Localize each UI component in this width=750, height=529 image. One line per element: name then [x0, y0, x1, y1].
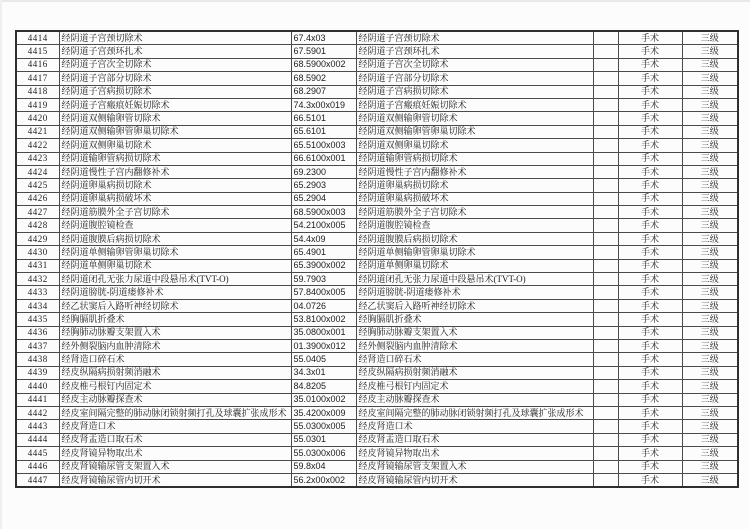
procedure-code: 65.6101 [291, 125, 356, 138]
page-edge-top [0, 0, 750, 2]
row-number: 4429 [16, 232, 59, 245]
procedure-code: 57.8400x005 [291, 286, 356, 299]
category-cell: 手术 [618, 112, 682, 125]
procedure-code: 55.0300x006 [291, 447, 356, 460]
row-number: 4415 [16, 45, 59, 58]
table-row [16, 406, 738, 419]
row-number: 4426 [16, 192, 59, 205]
procedure-code: 53.8100x002 [291, 313, 356, 326]
procedure-code: 54.4x09 [291, 232, 356, 245]
empty-cell [593, 473, 618, 487]
procedure-code: 65.5100x003 [291, 139, 356, 152]
category-cell: 手术 [618, 152, 682, 165]
table-row [16, 353, 738, 366]
page-edge-left [0, 0, 2, 529]
category-cell: 手术 [618, 31, 682, 45]
level-cell: 三级 [682, 246, 738, 259]
table-row [16, 165, 738, 178]
procedure-name-repeat: 经肾造口碎石术 [356, 353, 593, 366]
table-row [16, 31, 738, 45]
procedure-name: 经皮肾盂造口取石术 [59, 433, 291, 446]
procedure-name-repeat: 经胸肺动脉瓣支架置入术 [356, 326, 593, 339]
level-cell: 三级 [682, 31, 738, 45]
level-cell: 三级 [682, 460, 738, 473]
empty-cell [593, 152, 618, 165]
empty-cell [593, 72, 618, 85]
row-number: 4439 [16, 366, 59, 379]
empty-cell [593, 447, 618, 460]
table-row [16, 45, 738, 58]
level-cell: 三级 [682, 393, 738, 406]
level-cell: 三级 [682, 326, 738, 339]
category-cell: 手术 [618, 45, 682, 58]
procedure-code: 59.8x04 [291, 460, 356, 473]
procedure-name: 经阴道卵巢病损破坏术 [59, 192, 291, 205]
level-cell: 三级 [682, 406, 738, 419]
level-cell: 三级 [682, 313, 738, 326]
empty-cell [593, 460, 618, 473]
procedure-table [15, 30, 739, 488]
level-cell: 三级 [682, 72, 738, 85]
procedure-code: 65.2903 [291, 179, 356, 192]
procedure-name: 经阴道输卵管病损切除术 [59, 152, 291, 165]
category-cell: 手术 [618, 353, 682, 366]
empty-cell [593, 299, 618, 312]
row-number: 4428 [16, 219, 59, 232]
procedure-name: 经阴道子宫瘢痕妊娠切除术 [59, 98, 291, 111]
level-cell: 三级 [682, 85, 738, 98]
table-row [16, 273, 738, 286]
procedure-code: 55.0301 [291, 433, 356, 446]
procedure-name: 经胸膈肌折叠术 [59, 313, 291, 326]
table-row [16, 299, 738, 312]
procedure-name: 经阴道双侧卵巢切除术 [59, 139, 291, 152]
procedure-code: 68.5900x003 [291, 206, 356, 219]
table-row [16, 447, 738, 460]
procedure-code: 68.2907 [291, 85, 356, 98]
table-row [16, 366, 738, 379]
level-cell: 三级 [682, 339, 738, 352]
level-cell: 三级 [682, 299, 738, 312]
level-cell: 三级 [682, 125, 738, 138]
row-number: 4445 [16, 447, 59, 460]
category-cell: 手术 [618, 460, 682, 473]
table-row [16, 313, 738, 326]
procedure-name: 经肾造口碎石术 [59, 353, 291, 366]
level-cell: 三级 [682, 447, 738, 460]
row-number: 4424 [16, 165, 59, 178]
procedure-name-repeat: 经皮肾镜输尿管内切开术 [356, 473, 593, 487]
procedure-name-repeat: 经皮椎弓根钉内固定术 [356, 380, 593, 393]
empty-cell [593, 31, 618, 45]
table-row [16, 286, 738, 299]
row-number: 4420 [16, 112, 59, 125]
procedure-code: 54.2100x005 [291, 219, 356, 232]
procedure-code: 04.0726 [291, 299, 356, 312]
category-cell: 手术 [618, 313, 682, 326]
category-cell: 手术 [618, 85, 682, 98]
table-row [16, 58, 738, 71]
row-number: 4435 [16, 313, 59, 326]
procedure-code: 74.3x00x019 [291, 98, 356, 111]
row-number: 4416 [16, 58, 59, 71]
level-cell: 三级 [682, 165, 738, 178]
level-cell: 三级 [682, 259, 738, 272]
procedure-name-repeat: 经阴道腹腔镜检查 [356, 219, 593, 232]
category-cell: 手术 [618, 406, 682, 419]
procedure-name-repeat: 经皮肾盂造口取石术 [356, 433, 593, 446]
table-row [16, 473, 738, 487]
procedure-name-repeat: 经皮纵隔病损射频消融术 [356, 366, 593, 379]
category-cell: 手术 [618, 299, 682, 312]
level-cell: 三级 [682, 192, 738, 205]
procedure-name: 经阴道子宫颈环扎术 [59, 45, 291, 58]
procedure-name: 经阴道膀胱-阴道瘘修补术 [59, 286, 291, 299]
table-row [16, 219, 738, 232]
procedure-name-repeat: 经乙状窦后入路听神经切除术 [356, 299, 593, 312]
category-cell: 手术 [618, 473, 682, 487]
table-row [16, 139, 738, 152]
table-row [16, 259, 738, 272]
procedure-name: 经皮椎弓根钉内固定术 [59, 380, 291, 393]
procedure-code: 55.0300x005 [291, 420, 356, 433]
procedure-name: 经皮纵隔病损射频消融术 [59, 366, 291, 379]
level-cell: 三级 [682, 219, 738, 232]
row-number: 4433 [16, 286, 59, 299]
procedure-name: 经阴道双侧输卵管卵巢切除术 [59, 125, 291, 138]
table-row [16, 152, 738, 165]
table-row [16, 98, 738, 111]
row-number: 4434 [16, 299, 59, 312]
table-row [16, 433, 738, 446]
procedure-name: 经皮肾镜输尿管内切开术 [59, 473, 291, 487]
procedure-name: 经皮室间隔完整的肺动脉闭锁射频打孔及球囊扩张成形术 [59, 406, 291, 419]
category-cell: 手术 [618, 380, 682, 393]
empty-cell [593, 406, 618, 419]
row-number: 4446 [16, 460, 59, 473]
procedure-name-repeat: 经阴道卵巢病损切除术 [356, 179, 593, 192]
category-cell: 手术 [618, 433, 682, 446]
row-number: 4422 [16, 139, 59, 152]
table-row [16, 112, 738, 125]
procedure-code: 65.3900x002 [291, 259, 356, 272]
row-number: 4443 [16, 420, 59, 433]
procedure-name-repeat: 经阴道双侧输卵管卵巢切除术 [356, 125, 593, 138]
procedure-name: 经皮肾镜输尿管支架置入术 [59, 460, 291, 473]
level-cell: 三级 [682, 433, 738, 446]
category-cell: 手术 [618, 139, 682, 152]
empty-cell [593, 326, 618, 339]
procedure-code: 66.6100x001 [291, 152, 356, 165]
procedure-name-repeat: 经阴道闭孔无张力尿道中段悬吊术(TVT-O) [356, 273, 593, 286]
level-cell: 三级 [682, 45, 738, 58]
row-number: 4421 [16, 125, 59, 138]
procedure-name: 经胸肺动脉瓣支架置入术 [59, 326, 291, 339]
category-cell: 手术 [618, 273, 682, 286]
procedure-name-repeat: 经阴道子宫颈切除术 [356, 31, 593, 45]
level-cell: 三级 [682, 232, 738, 245]
procedure-name-repeat: 经阴道双侧卵巢切除术 [356, 139, 593, 152]
empty-cell [593, 246, 618, 259]
table-row [16, 232, 738, 245]
table-row [16, 179, 738, 192]
level-cell: 三级 [682, 206, 738, 219]
category-cell: 手术 [618, 98, 682, 111]
procedure-name-repeat: 经外侧裂脑内血肿清除术 [356, 339, 593, 352]
procedure-code: 35.4200x009 [291, 406, 356, 419]
procedure-name: 经阴道单侧卵巢切除术 [59, 259, 291, 272]
procedure-name-repeat: 经皮肾镜输尿管支架置入术 [356, 460, 593, 473]
empty-cell [593, 192, 618, 205]
category-cell: 手术 [618, 219, 682, 232]
table-body [16, 31, 738, 487]
row-number: 4431 [16, 259, 59, 272]
level-cell: 三级 [682, 420, 738, 433]
procedure-name: 经皮肾造口术 [59, 420, 291, 433]
category-cell: 手术 [618, 72, 682, 85]
procedure-code: 56.2x00x002 [291, 473, 356, 487]
procedure-name: 经阴道腹膜后病损切除术 [59, 232, 291, 245]
row-number: 4423 [16, 152, 59, 165]
procedure-name: 经阴道闭孔无张力尿道中段悬吊术(TVT-O) [59, 273, 291, 286]
procedure-code: 55.0405 [291, 353, 356, 366]
procedure-name-repeat: 经皮主动脉瓣探查术 [356, 393, 593, 406]
level-cell: 三级 [682, 139, 738, 152]
row-number: 4414 [16, 31, 59, 45]
row-number: 4438 [16, 353, 59, 366]
empty-cell [593, 165, 618, 178]
empty-cell [593, 45, 618, 58]
level-cell: 三级 [682, 273, 738, 286]
empty-cell [593, 339, 618, 352]
procedure-name-repeat: 经阴道子宫病损切除术 [356, 85, 593, 98]
empty-cell [593, 179, 618, 192]
category-cell: 手术 [618, 339, 682, 352]
level-cell: 三级 [682, 366, 738, 379]
row-number: 4425 [16, 179, 59, 192]
row-number: 4427 [16, 206, 59, 219]
row-number: 4417 [16, 72, 59, 85]
category-cell: 手术 [618, 232, 682, 245]
row-number: 4444 [16, 433, 59, 446]
procedure-code: 67.4x03 [291, 31, 356, 45]
empty-cell [593, 219, 618, 232]
procedure-name: 经阴道单侧输卵管卵巢切除术 [59, 246, 291, 259]
procedure-name: 经阴道子宫次全切除术 [59, 58, 291, 71]
category-cell: 手术 [618, 286, 682, 299]
row-number: 4440 [16, 380, 59, 393]
category-cell: 手术 [618, 259, 682, 272]
procedure-name: 经外侧裂脑内血肿清除术 [59, 339, 291, 352]
category-cell: 手术 [618, 58, 682, 71]
empty-cell [593, 58, 618, 71]
level-cell: 三级 [682, 380, 738, 393]
category-cell: 手术 [618, 165, 682, 178]
procedure-name: 经阴道卵巢病损切除术 [59, 179, 291, 192]
table-row [16, 125, 738, 138]
level-cell: 三级 [682, 112, 738, 125]
empty-cell [593, 380, 618, 393]
procedure-code: 84.8205 [291, 380, 356, 393]
procedure-name: 经阴道慢性子宫内翻修补术 [59, 165, 291, 178]
row-number: 4432 [16, 273, 59, 286]
procedure-code: 35.0100x002 [291, 393, 356, 406]
procedure-name-repeat: 经阴道子宫瘢痕妊娠切除术 [356, 98, 593, 111]
row-number: 4418 [16, 85, 59, 98]
procedure-name: 经阴道腹腔镜检查 [59, 219, 291, 232]
procedure-name: 经阴道双侧输卵管切除术 [59, 112, 291, 125]
row-number: 4430 [16, 246, 59, 259]
category-cell: 手术 [618, 206, 682, 219]
procedure-name-repeat: 经阴道膀胱-阴道瘘修补术 [356, 286, 593, 299]
procedure-name-repeat: 经皮室间隔完整的肺动脉闭锁射频打孔及球囊扩张成形术 [356, 406, 593, 419]
procedure-name-repeat: 经阴道输卵管病损切除术 [356, 152, 593, 165]
procedure-name: 经乙状窦后入路听神经切除术 [59, 299, 291, 312]
empty-cell [593, 433, 618, 446]
procedure-name: 经阴道子宫颈切除术 [59, 31, 291, 45]
table-row [16, 420, 738, 433]
row-number: 4436 [16, 326, 59, 339]
procedure-name: 经皮主动脉瓣探查术 [59, 393, 291, 406]
procedure-name: 经阴道子宫部分切除术 [59, 72, 291, 85]
empty-cell [593, 125, 618, 138]
category-cell: 手术 [618, 179, 682, 192]
procedure-name-repeat: 经阴道单侧输卵管卵巢切除术 [356, 246, 593, 259]
level-cell: 三级 [682, 179, 738, 192]
procedure-name-repeat: 经阴道子宫部分切除术 [356, 72, 593, 85]
procedure-code: 35.0800x001 [291, 326, 356, 339]
procedure-code: 68.5902 [291, 72, 356, 85]
empty-cell [593, 273, 618, 286]
category-cell: 手术 [618, 326, 682, 339]
procedure-code: 68.5900x002 [291, 58, 356, 71]
level-cell: 三级 [682, 58, 738, 71]
level-cell: 三级 [682, 98, 738, 111]
table-row [16, 339, 738, 352]
category-cell: 手术 [618, 246, 682, 259]
table-row [16, 460, 738, 473]
empty-cell [593, 420, 618, 433]
empty-cell [593, 85, 618, 98]
procedure-code: 59.7903 [291, 273, 356, 286]
procedure-name-repeat: 经阴道慢性子宫内翻修补术 [356, 165, 593, 178]
table-row [16, 246, 738, 259]
procedure-name: 经阴道子宫病损切除术 [59, 85, 291, 98]
table-row [16, 72, 738, 85]
category-cell: 手术 [618, 366, 682, 379]
row-number: 4442 [16, 406, 59, 419]
level-cell: 三级 [682, 286, 738, 299]
procedure-name-repeat: 经阴道子宫颈环扎术 [356, 45, 593, 58]
empty-cell [593, 366, 618, 379]
empty-cell [593, 139, 618, 152]
procedure-name: 经皮肾镜异物取出术 [59, 447, 291, 460]
procedure-code: 67.5901 [291, 45, 356, 58]
table-row [16, 192, 738, 205]
level-cell: 三级 [682, 473, 738, 487]
category-cell: 手术 [618, 447, 682, 460]
empty-cell [593, 313, 618, 326]
procedure-name-repeat: 经皮肾镜异物取出术 [356, 447, 593, 460]
category-cell: 手术 [618, 420, 682, 433]
row-number: 4419 [16, 98, 59, 111]
table-row [16, 393, 738, 406]
empty-cell [593, 259, 618, 272]
procedure-code: 01.3900x012 [291, 339, 356, 352]
table-row [16, 85, 738, 98]
procedure-name-repeat: 经阴道双侧输卵管切除术 [356, 112, 593, 125]
level-cell: 三级 [682, 353, 738, 366]
empty-cell [593, 393, 618, 406]
table-row [16, 380, 738, 393]
procedure-name-repeat: 经阴道卵巢病损破坏术 [356, 192, 593, 205]
row-number: 4437 [16, 339, 59, 352]
row-number: 4441 [16, 393, 59, 406]
empty-cell [593, 353, 618, 366]
procedure-name: 经阴道筋膜外全子宫切除术 [59, 206, 291, 219]
empty-cell [593, 98, 618, 111]
procedure-name-repeat: 经阴道子宫次全切除术 [356, 58, 593, 71]
procedure-code: 65.4901 [291, 246, 356, 259]
category-cell: 手术 [618, 125, 682, 138]
procedure-code: 66.5101 [291, 112, 356, 125]
procedure-code: 34.3x01 [291, 366, 356, 379]
category-cell: 手术 [618, 192, 682, 205]
empty-cell [593, 286, 618, 299]
procedure-code: 69.2300 [291, 165, 356, 178]
procedure-name-repeat: 经阴道筋膜外全子宫切除术 [356, 206, 593, 219]
procedure-name-repeat: 经阴道腹膜后病损切除术 [356, 232, 593, 245]
empty-cell [593, 232, 618, 245]
empty-cell [593, 112, 618, 125]
procedure-name-repeat: 经胸膈肌折叠术 [356, 313, 593, 326]
category-cell: 手术 [618, 393, 682, 406]
empty-cell [593, 206, 618, 219]
procedure-code: 65.2904 [291, 192, 356, 205]
procedure-name-repeat: 经阴道单侧卵巢切除术 [356, 259, 593, 272]
table-row [16, 206, 738, 219]
table-row [16, 326, 738, 339]
procedure-name-repeat: 经皮肾造口术 [356, 420, 593, 433]
level-cell: 三级 [682, 152, 738, 165]
row-number: 4447 [16, 473, 59, 487]
